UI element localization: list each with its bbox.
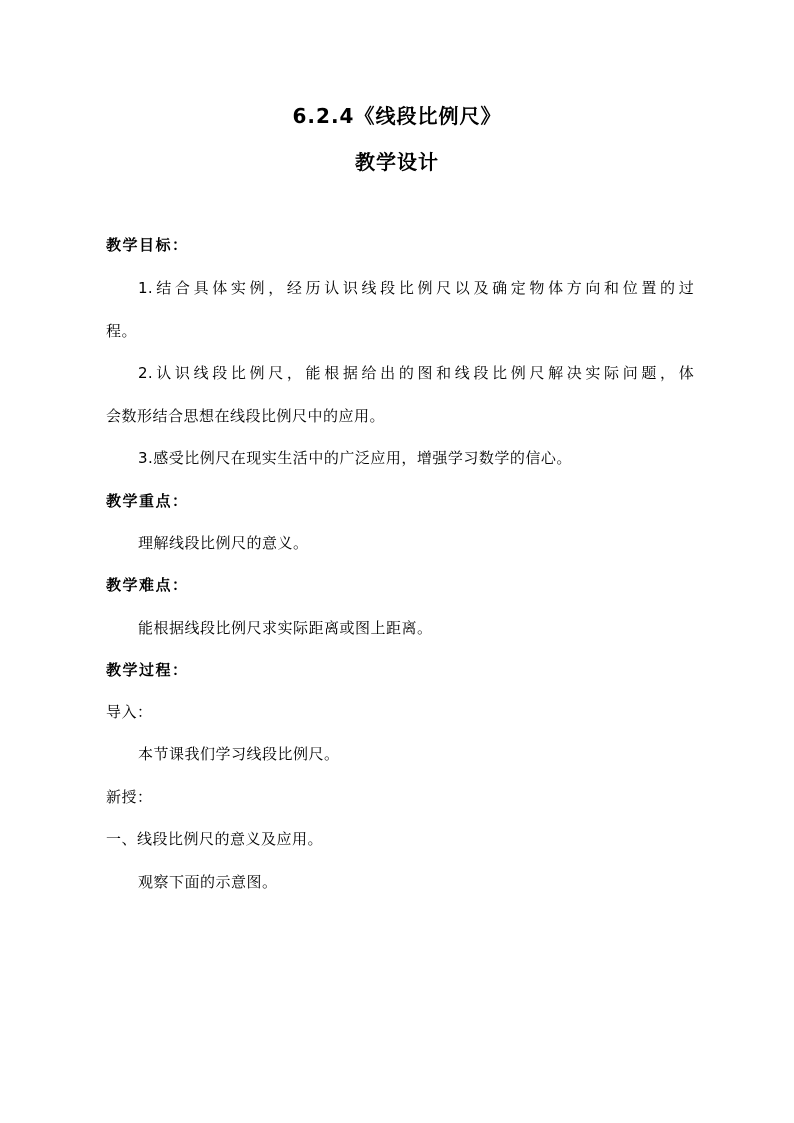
- intro-label: 导入：: [106, 703, 153, 721]
- new-lesson-label: 新授：: [106, 788, 153, 806]
- objective-1-line-2: 程。: [106, 322, 138, 340]
- objective-2-line-1: 2.认识线段比例尺，能根据给出的图和线段比例尺解决实际问题，体: [138, 364, 694, 382]
- key-points-heading: 教学重点：: [106, 492, 189, 510]
- difficulty-text: 能根据线段比例尺求实际距离或图上距离。: [138, 619, 433, 637]
- key-point-text: 理解线段比例尺的意义。: [138, 534, 309, 552]
- document-title: 6.2.4《线段比例尺》: [292, 104, 502, 128]
- difficulties-heading: 教学难点：: [106, 576, 189, 594]
- objectives-heading: 教学目标：: [106, 236, 189, 254]
- objective-1-line-1: 1.结合具体实例，经历认识线段比例尺以及确定物体方向和位置的过: [138, 279, 694, 297]
- intro-text: 本节课我们学习线段比例尺。: [138, 745, 340, 763]
- document-subtitle: 教学设计: [355, 150, 439, 174]
- objective-3: 3.感受比例尺在现实生活中的广泛应用，增强学习数学的信心。: [138, 449, 572, 467]
- process-heading: 教学过程：: [106, 661, 189, 679]
- section-1-text: 观察下面的示意图。: [138, 873, 278, 891]
- objective-2-line-2: 会数形结合思想在线段比例尺中的应用。: [106, 407, 386, 425]
- section-1-title: 一、线段比例尺的意义及应用。: [106, 830, 324, 848]
